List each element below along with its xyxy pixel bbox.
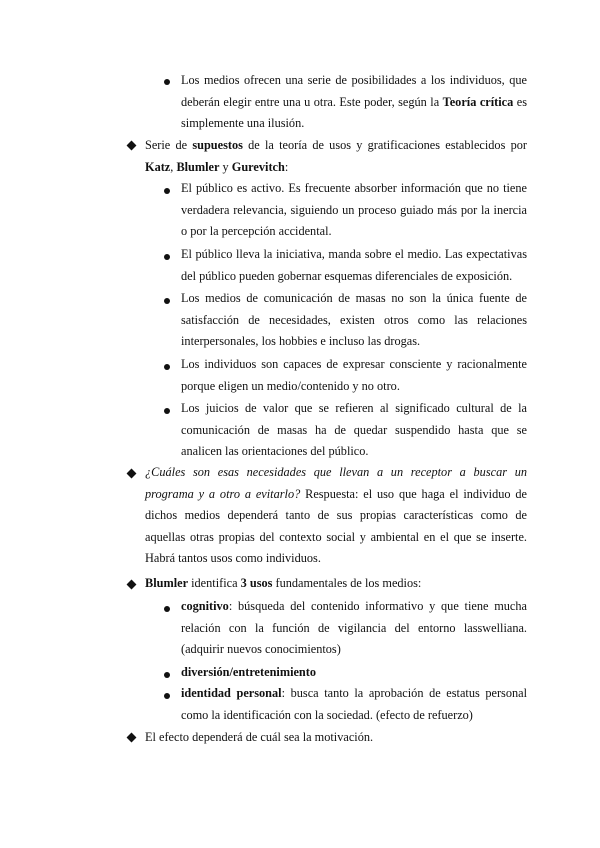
- item-efecto: El efecto dependerá de cuál sea la motivación.: [145, 730, 374, 744]
- circle-bullet-icon: [164, 693, 170, 699]
- item-necesidades: [145, 462, 527, 570]
- diamond-bullet-icon: [127, 733, 137, 743]
- sub-item-identidad: [181, 683, 527, 726]
- sub-item: El público es activo. Es frecuente absorber información que no tiene verdadera relevancia, siguiendo un proceso guiado más por la inercia o por la percepción accidental.: [181, 181, 527, 238]
- sub-item: Los juicios de valor que se refieren al significado cultural de la comunicación de masas ha de quedar suspendido hasta que se analicen las orientaciones del público.: [181, 401, 527, 458]
- bold-term: supuestos: [192, 138, 243, 152]
- item-blumler: [145, 573, 527, 595]
- sub-item: Los medios de comunicación de masas no son la única fuente de satisfacción de necesidades, existen otros como las relaciones interpersonales, los hobbies e incluso las drogas.: [181, 291, 527, 348]
- author-name: Blumler: [176, 159, 220, 174]
- circle-bullet-icon: [164, 606, 170, 612]
- diamond-bullet-icon: [127, 141, 137, 151]
- text: Respuesta: el uso que haga el individuo de dichos medios dependerá tanto de sus propias características como de aquellas otras propias del contexto social y ambiental en el que se inserte. Habrá tantos usos como individuos.: [145, 486, 527, 565]
- text: : búsqueda del contenido informativo y que tiene mucha relación con la función de vigilancia del entorno lasswelliana. (adquirir nuevos conocimientos): [181, 599, 527, 656]
- author-name: Katz: [145, 159, 171, 174]
- text: es simplemente una ilusión.: [181, 94, 527, 130]
- text: : busca tanto la aprobación de estatus personal como la identificación con la sociedad. (efecto de refuerzo): [181, 686, 528, 722]
- text: fundamentales de los medios:: [272, 576, 422, 590]
- circle-bullet-icon: [164, 254, 170, 260]
- text: ,: [170, 159, 177, 174]
- circle-bullet-icon: [164, 298, 170, 304]
- bold-term: 3 usos: [240, 576, 273, 590]
- bold-term: identidad personal: [181, 686, 282, 700]
- text: y: [219, 159, 232, 174]
- author-name: Gurevitch: [231, 159, 285, 174]
- diamond-bullet-icon: [127, 580, 137, 590]
- bold-term: diversión/entretenimiento: [181, 665, 317, 679]
- circle-bullet-icon: [164, 364, 170, 370]
- sub-item: El público lleva la iniciativa, manda sobre el medio. Las expectativas del público pueden gobernar esquemas diferenciales de exposición.: [181, 247, 527, 283]
- sub-item-medios: [181, 70, 527, 135]
- diamond-bullet-icon: [127, 469, 137, 479]
- text: identifica: [188, 576, 241, 590]
- text: de la teoría de usos y gratificaciones establecidos por: [242, 138, 527, 152]
- sub-item: Los individuos son capaces de expresar consciente y racionalmente porque eligen un medio/contenido y no otro.: [181, 357, 527, 393]
- sub-item-diversion: [181, 662, 527, 684]
- item-supuestos: [145, 135, 527, 178]
- circle-bullet-icon: [164, 79, 170, 85]
- circle-bullet-icon: [164, 408, 170, 414]
- circle-bullet-icon: [164, 188, 170, 194]
- italic-question: ¿Cuáles son esas necesidades que llevan a un receptor a buscar un programa y a otro a evitarlo?: [145, 465, 527, 501]
- sub-item-cognitivo: [181, 596, 527, 661]
- text: Serie de: [145, 138, 193, 152]
- text: Los medios ofrecen una serie de posibilidades a los individuos, que deberán elegir entre una u otra. Este poder, según la: [181, 73, 527, 109]
- text: :: [284, 159, 289, 174]
- bold-term: Teoría crítica: [442, 94, 514, 109]
- author-name: Blumler: [145, 576, 189, 590]
- circle-bullet-icon: [164, 672, 170, 678]
- bold-term: cognitivo: [181, 599, 229, 613]
